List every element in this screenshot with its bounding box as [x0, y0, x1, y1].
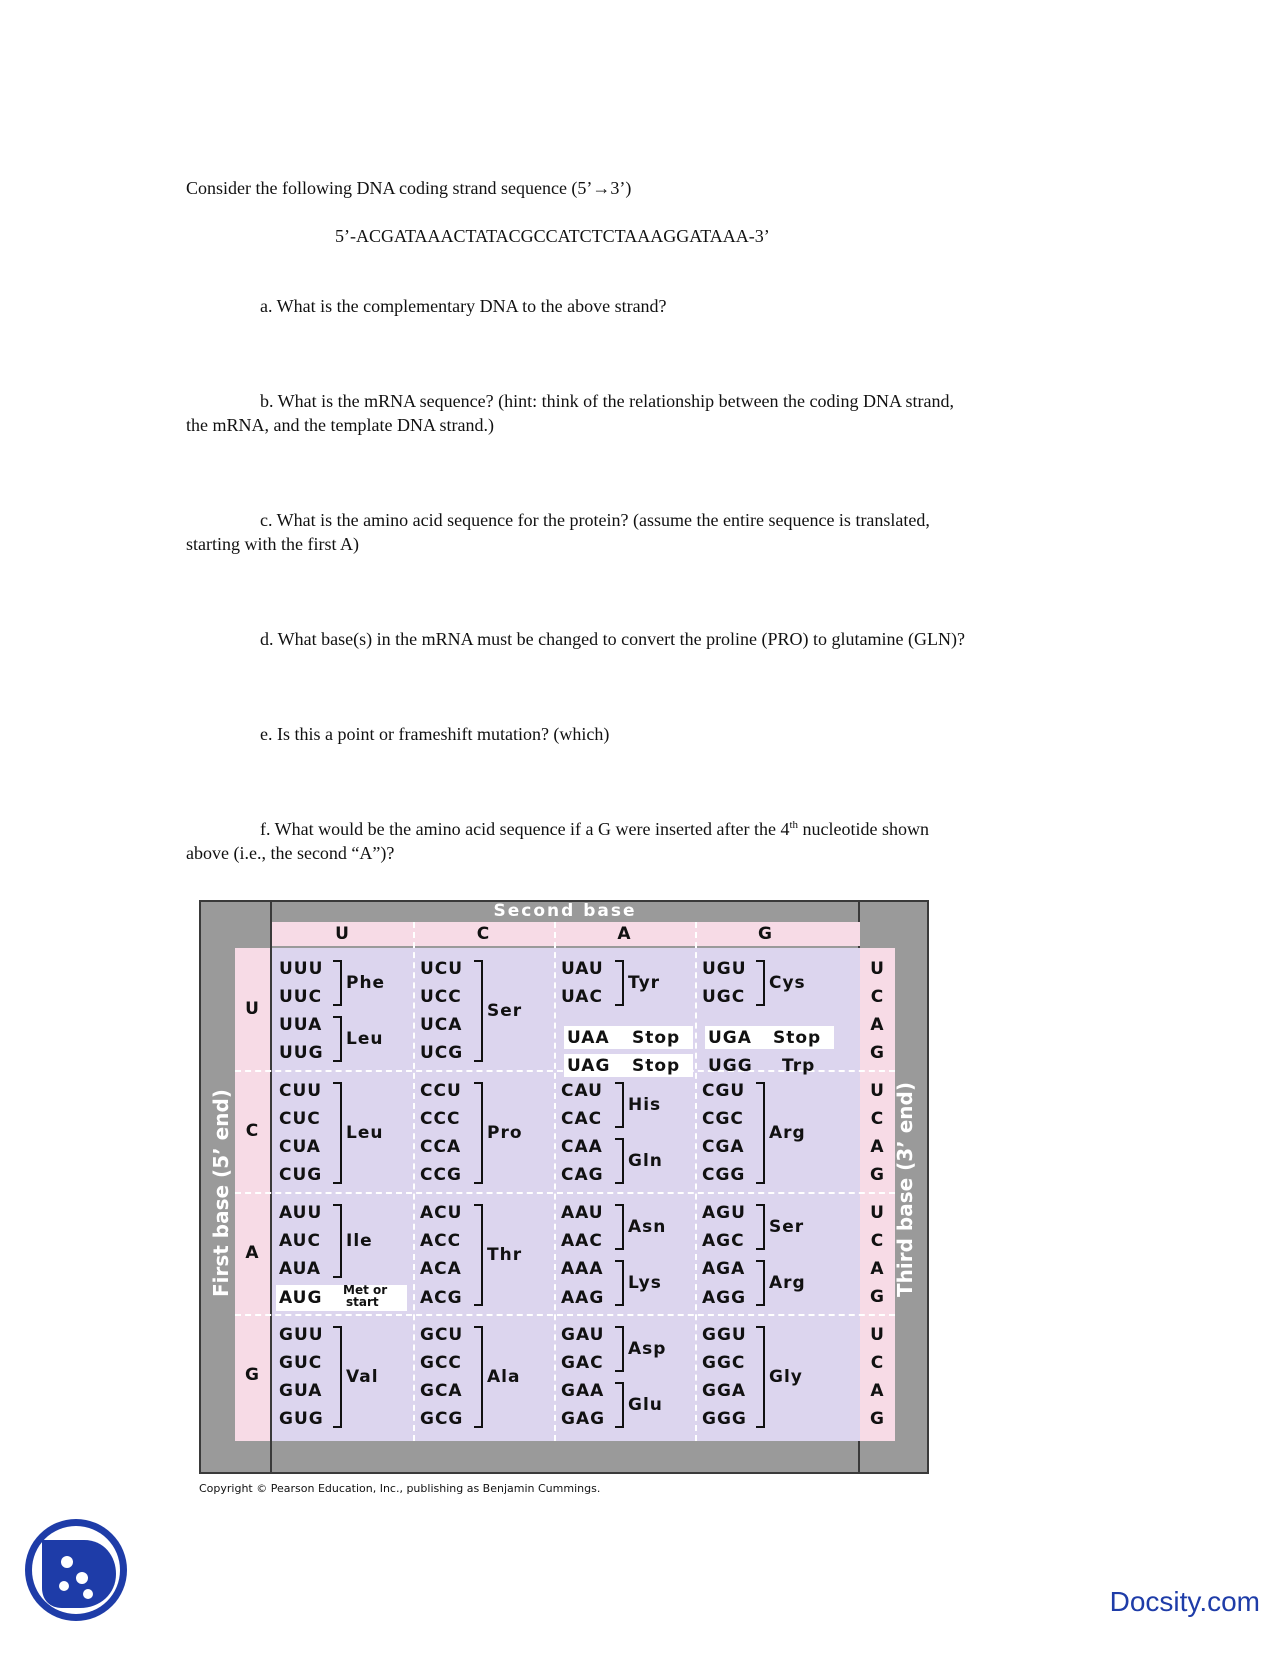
docsity-logo-icon — [22, 1516, 130, 1624]
codon-uac: UAC — [561, 987, 603, 1007]
bracket — [615, 1204, 624, 1250]
codon-gau: GAU — [561, 1325, 605, 1345]
aa-ser: Ser — [487, 1001, 523, 1021]
aa-lys: Lys — [628, 1273, 662, 1293]
bracket — [474, 960, 483, 1062]
codon-ccg: CCG — [420, 1165, 462, 1185]
codon-cga: CGA — [702, 1137, 745, 1157]
codon-uuc: UUC — [279, 987, 323, 1007]
aa-trp: Trp — [782, 1056, 816, 1076]
aa-gln: Gln — [628, 1151, 663, 1171]
aa-start: start — [346, 1295, 379, 1309]
codon-ggg: GGG — [702, 1409, 747, 1429]
third-base-a: A — [870, 1381, 885, 1401]
third-base-g: G — [870, 1165, 885, 1185]
codon-ugg: UGG — [708, 1056, 753, 1076]
third-base-a: A — [870, 1259, 885, 1279]
bracket — [474, 1326, 483, 1428]
bracket — [756, 1326, 765, 1428]
copyright: Copyright © Pearson Education, Inc., publishing as Benjamin Cummings. — [199, 1482, 601, 1495]
codon-gga: GGA — [702, 1381, 747, 1401]
third-base-c: C — [870, 987, 885, 1007]
second-base-a: A — [617, 924, 632, 944]
second-base-c: C — [476, 924, 491, 944]
codon-auc: AUC — [279, 1231, 321, 1251]
codon-guu: GUU — [279, 1325, 324, 1345]
codon-aga: AGA — [702, 1259, 746, 1279]
question-f-superscript: th — [789, 819, 799, 831]
codon-cug: CUG — [279, 1165, 323, 1185]
third-base-g: G — [870, 1043, 885, 1063]
codon-caa: CAA — [561, 1137, 603, 1157]
codon-uau: UAU — [561, 959, 604, 979]
question-c-line1: c. What is the amino acid sequence for the protein? (assume the entire sequence is translated, — [260, 510, 930, 530]
codon-aca: ACA — [420, 1259, 462, 1279]
aa-ile: Ile — [346, 1231, 373, 1251]
codon-ggu: GGU — [702, 1325, 747, 1345]
aa-leu: Leu — [346, 1123, 384, 1143]
bracket — [756, 1082, 765, 1184]
aa-asp: Asp — [628, 1339, 667, 1359]
second-base-g: G — [758, 924, 773, 944]
col-separator — [413, 922, 415, 1441]
aa-ser: Ser — [769, 1217, 805, 1237]
codon-aau: AAU — [561, 1203, 604, 1223]
question-b-line1: b. What is the mRNA sequence? (hint: think of the relationship between the coding DNA strand, — [260, 391, 955, 411]
codon-cgg: CGG — [702, 1165, 746, 1185]
third-base-u: U — [870, 1325, 885, 1345]
aa-leu: Leu — [346, 1029, 384, 1049]
question-f-text-end: nucleotide shown — [798, 819, 929, 839]
codon-ucc: UCC — [420, 987, 462, 1007]
question-e: e. Is this a point or frameshift mutation? (which) — [260, 724, 610, 744]
question-d: d. What base(s) in the mRNA must be changed to convert the proline (PRO) to glutamine (GLN)? — [260, 629, 966, 649]
codon-gcc: GCC — [420, 1353, 462, 1373]
bracket — [474, 1204, 483, 1306]
codon-aag: AAG — [561, 1288, 605, 1308]
aa-stop: Stop — [632, 1028, 681, 1048]
first-base-g: G — [245, 1365, 260, 1385]
first-base-a: A — [245, 1243, 260, 1263]
aa-pro: Pro — [487, 1123, 523, 1143]
codon-cgu: CGU — [702, 1081, 746, 1101]
aa-met: Met or — [343, 1283, 388, 1297]
bracket — [756, 1260, 765, 1306]
third-base-c: C — [870, 1231, 885, 1251]
codon-acu: ACU — [420, 1203, 463, 1223]
codon-cac: CAC — [561, 1109, 603, 1129]
row-separator — [235, 1314, 895, 1316]
docsity-brand[interactable]: Docsity.com — [1109, 1586, 1260, 1617]
codon-acc: ACC — [420, 1231, 462, 1251]
codon-uca: UCA — [420, 1015, 463, 1035]
codon-ccc: CCC — [420, 1109, 461, 1129]
codon-uua: UUA — [279, 1015, 323, 1035]
codon-auu: AUU — [279, 1203, 323, 1223]
codon-agu: AGU — [702, 1203, 746, 1223]
codon-gca: GCA — [420, 1381, 463, 1401]
codon-cca: CCA — [420, 1137, 462, 1157]
bracket — [756, 1204, 765, 1250]
bracket — [333, 1016, 342, 1062]
codon-ucg: UCG — [420, 1043, 464, 1063]
codon-acg: ACG — [420, 1288, 463, 1308]
first-base-label: First base (5’ end) — [209, 1089, 233, 1297]
bracket — [333, 1082, 342, 1184]
aa-thr: Thr — [487, 1245, 523, 1265]
dna-sequence: 5’-ACGATAAACTATACGCCATCTCTAAAGGATAAA-3’ — [335, 226, 770, 246]
first-base-c: C — [245, 1121, 260, 1141]
aa-phe: Phe — [346, 973, 386, 993]
codon-aug: AUG — [279, 1288, 323, 1308]
bracket — [474, 1082, 483, 1184]
codon-gua: GUA — [279, 1381, 323, 1401]
codon-gaa: GAA — [561, 1381, 605, 1401]
aa-asn: Asn — [628, 1217, 667, 1237]
bracket — [615, 1138, 624, 1184]
question-b-line2: the mRNA, and the template DNA strand.) — [186, 415, 494, 435]
aa-val: Val — [346, 1367, 379, 1387]
aa-ala: Ala — [487, 1367, 521, 1387]
codon-gug: GUG — [279, 1409, 324, 1429]
third-base-c: C — [870, 1109, 885, 1129]
second-base-u: U — [335, 924, 350, 944]
third-base-c: C — [870, 1353, 885, 1373]
codon-cau: CAU — [561, 1081, 603, 1101]
bracket — [615, 1260, 624, 1306]
intro-text: Consider the following DNA coding strand sequence (5’→3’) — [186, 178, 632, 198]
codon-uug: UUG — [279, 1043, 324, 1063]
codon-uag: UAG — [567, 1056, 611, 1076]
first-base-u: U — [245, 999, 260, 1019]
third-base-a: A — [870, 1137, 885, 1157]
codon-cag: CAG — [561, 1165, 604, 1185]
codon-gcg: GCG — [420, 1409, 464, 1429]
bracket — [333, 960, 342, 1006]
codon-cuc: CUC — [279, 1109, 321, 1129]
third-base-g: G — [870, 1409, 885, 1429]
codon-gcu: GCU — [420, 1325, 464, 1345]
codon-gac: GAC — [561, 1353, 604, 1373]
codon-ucu: UCU — [420, 959, 464, 979]
codon-cua: CUA — [279, 1137, 321, 1157]
question-a: a. What is the complementary DNA to the above strand? — [260, 296, 667, 316]
codon-aac: AAC — [561, 1231, 603, 1251]
codon-uga: UGA — [708, 1028, 752, 1048]
bracket — [615, 1382, 624, 1428]
col-separator — [554, 922, 556, 1441]
codon-ggc: GGC — [702, 1353, 746, 1373]
codon-aaa: AAA — [561, 1259, 604, 1279]
aa-arg: Arg — [769, 1273, 806, 1293]
codon-ugc: UGC — [702, 987, 746, 1007]
codon-agg: AGG — [702, 1288, 747, 1308]
bracket — [333, 1326, 342, 1428]
third-base-g: G — [870, 1287, 885, 1307]
aa-his: His — [628, 1095, 662, 1115]
second-base-header: Second base — [493, 901, 637, 921]
codon-aua: AUA — [279, 1259, 322, 1279]
bracket — [615, 1326, 624, 1372]
codon-table — [199, 900, 929, 1474]
row-separator — [235, 1192, 895, 1194]
codon-cuu: CUU — [279, 1081, 323, 1101]
third-base-u: U — [870, 1081, 885, 1101]
col-separator — [695, 922, 697, 1441]
codon-uaa: UAA — [567, 1028, 610, 1048]
codon-guc: GUC — [279, 1353, 323, 1373]
codon-agc: AGC — [702, 1231, 745, 1251]
aa-gly: Gly — [769, 1367, 803, 1387]
aa-cys: Cys — [769, 973, 806, 993]
question-c-line2: starting with the first A) — [186, 534, 359, 554]
codon-ccu: CCU — [420, 1081, 462, 1101]
aa-arg: Arg — [769, 1123, 806, 1143]
question-f-line2: above (i.e., the second “A”)? — [186, 843, 395, 863]
codon-cgc: CGC — [702, 1109, 744, 1129]
aa-stop: Stop — [632, 1056, 681, 1076]
third-base-label: Third base (3’ end) — [893, 1082, 917, 1297]
bracket — [333, 1204, 342, 1278]
third-base-a: A — [870, 1015, 885, 1035]
codon-uuu: UUU — [279, 959, 324, 979]
question-f-line1 — [260, 817, 929, 841]
codon-ugu: UGU — [702, 959, 747, 979]
codon-gag: GAG — [561, 1409, 606, 1429]
aa-stop: Stop — [773, 1028, 822, 1048]
bracket — [615, 1082, 624, 1128]
third-base-u: U — [870, 959, 885, 979]
bracket — [615, 960, 624, 1006]
aa-glu: Glu — [628, 1395, 663, 1415]
question-f-text: f. What would be the amino acid sequence if a G were inserted after the 4 — [260, 819, 790, 839]
aa-tyr: Tyr — [628, 973, 661, 993]
bracket — [756, 960, 765, 1006]
third-base-u: U — [870, 1203, 885, 1223]
